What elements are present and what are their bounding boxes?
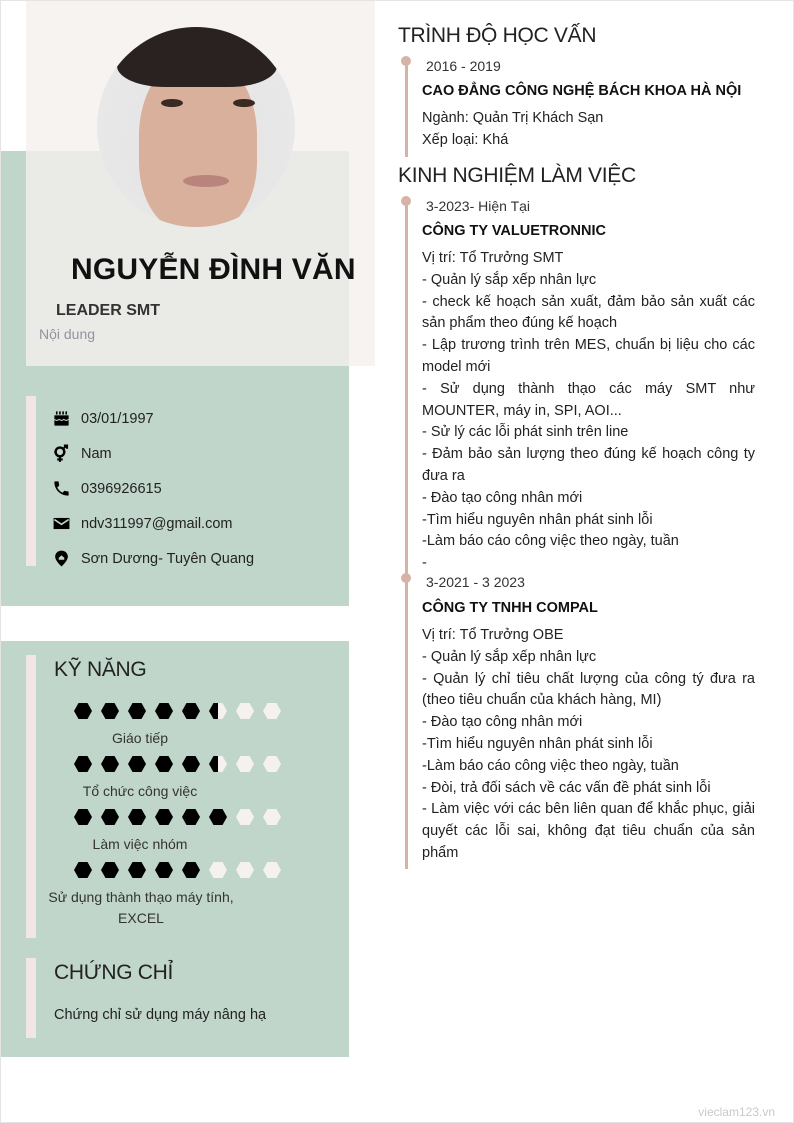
education-period: 2016 - 2019: [426, 58, 501, 74]
contact-accent-bar: [26, 396, 36, 566]
skill-item: [41, 701, 301, 749]
watermark: vieclam123.vn: [698, 1105, 775, 1119]
skill-rating: [41, 807, 301, 827]
skill-rating: [41, 754, 301, 774]
job-details: Vị trí: Tổ Trưởng OBE - Quản lý sắp xếp nhân lực - Quản lý chỉ tiêu chất lượng của công tý đưa ra (theo tiêu chuẩn của khách hàng, MI) - Đào tạo công nhân mới -Tìm hiểu nguyên nhân phát sinh lỗi -Làm báo cáo công việc theo ngày, tuần - Đòi, trả đối sách về các vấn đề phát sinh lỗi - Làm việc với các bên liên quan để khắc phục, giải quyết các lỗi sai, không đạt tiêu chuẩn của sản phẩm: [422, 627, 755, 861]
skill-label: Giáo tiếp: [111, 730, 169, 746]
phone-icon: [51, 479, 71, 499]
education-timeline: [405, 58, 408, 157]
candidate-name: NGUYỄN ĐÌNH VĂN: [71, 253, 356, 286]
skill-label: Tổ chức công việc: [82, 783, 198, 799]
experience-timeline: [405, 198, 408, 869]
contact-gender: [51, 436, 254, 471]
timeline-dot: [401, 56, 411, 66]
certificates-title: CHỨNG CHỈ: [54, 961, 174, 984]
contact-list: [51, 401, 254, 576]
location-pin-icon: [51, 549, 71, 569]
skills-list: [41, 701, 301, 934]
gender-icon: [51, 444, 71, 464]
skills-accent-bar: [26, 655, 36, 938]
address-value: Sơn Dương- Tuyên Quang: [81, 550, 255, 567]
timeline-dot: [401, 196, 411, 206]
timeline-dot: [401, 573, 411, 583]
experience-title: KINH NGHIỆM LÀM VIỆC: [398, 164, 636, 187]
certificate-item: Chứng chỉ sử dụng máy nâng hạ: [54, 1007, 267, 1023]
summary-placeholder: Nội dung: [39, 326, 96, 342]
company-name: CÔNG TY TNHH COMPAL: [422, 600, 598, 616]
birthday-value: 03/01/1997: [81, 410, 154, 427]
skill-item: [41, 807, 301, 855]
cert-accent-bar: [26, 958, 36, 1038]
email-icon: [51, 514, 71, 534]
email-value: ndv311997@gmail.com: [81, 515, 233, 532]
skill-rating: [41, 860, 301, 880]
school-name: CAO ĐẲNG CÔNG NGHỆ BÁCH KHOA HÀ NỘI: [422, 83, 742, 99]
profile-photo: [97, 27, 295, 227]
phone-value: 0396926615: [81, 480, 162, 497]
skill-item: [41, 754, 301, 802]
skill-item: [41, 860, 301, 929]
skills-title: KỸ NĂNG: [54, 658, 147, 681]
education-title: TRÌNH ĐỘ HỌC VẤN: [398, 24, 597, 47]
contact-address: [51, 541, 254, 576]
gender-value: Nam: [81, 445, 112, 462]
skill-rating: [41, 701, 301, 721]
job-period: 3-2023- Hiện Tại: [426, 198, 531, 214]
education-details: Ngành: Quản Trị Khách Sạn Xếp loại: Khá: [422, 110, 604, 148]
company-name: CÔNG TY VALUETRONNIC: [422, 223, 606, 239]
job-details: Vị trí: Tổ Trưởng SMT - Quản lý sắp xếp nhân lực - check kế hoạch sản xuất, đảm bảo sản xuất các sản phẩm theo đúng kế hoạch - Lập trương trình trên MES, chuẩn bị liệu cho các model mới - Sử dụng thành thạo các máy SMT như MOUNTER, máy in, SPI, AOI... - Sử lý các lỗi phát sinh trên line - Đảm bảo sản lượng theo đúng kế hoạch công ty đưa ra - Đào tạo công nhân mới -Tìm hiểu nguyên nhân phát sinh lỗi -Làm báo cáo công việc theo ngày, tuần -: [422, 250, 755, 572]
job-period: 3-2021 - 3 2023: [426, 574, 525, 590]
skill-label: Làm việc nhóm: [92, 836, 188, 852]
skill-label: Sử dụng thành thạo máy tính, EXCEL: [48, 889, 234, 926]
birthday-cake-icon: [51, 409, 71, 429]
contact-phone: [51, 471, 254, 506]
job-title: LEADER SMT: [56, 302, 160, 319]
contact-email: [51, 506, 254, 541]
contact-birthday: [51, 401, 254, 436]
